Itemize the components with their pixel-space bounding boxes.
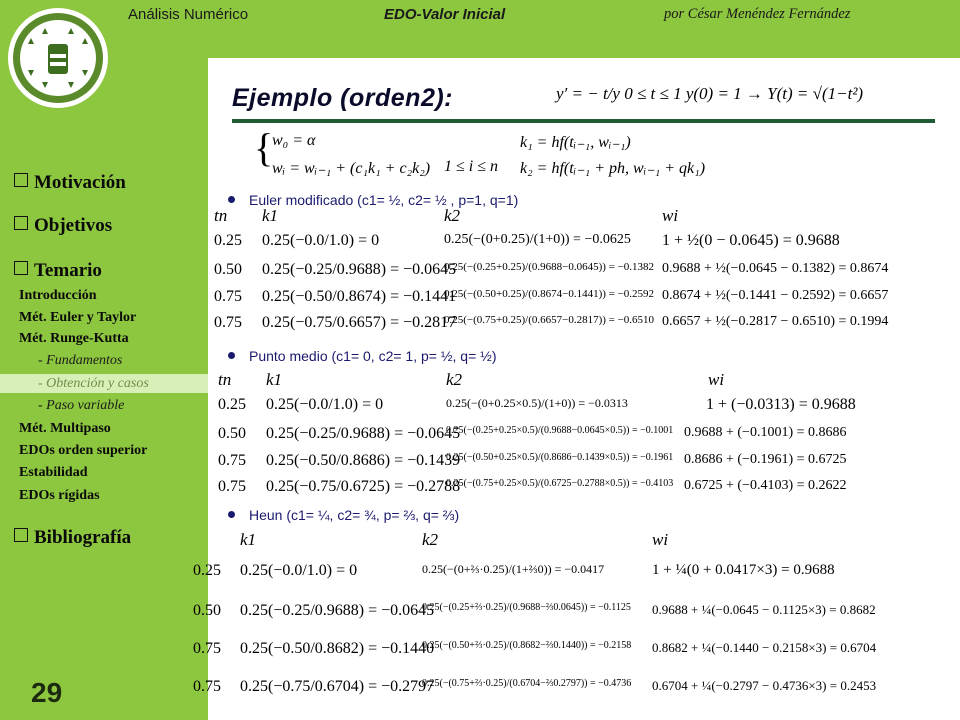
nav-edos-orden[interactable]: EDOs orden superior	[19, 443, 148, 458]
nav-temario[interactable]	[14, 260, 102, 282]
nav-label: Bibliografía	[34, 527, 132, 548]
section-heun-label	[228, 507, 459, 523]
header-k2: k2	[444, 206, 461, 225]
slide-title: Ejemplo (orden2):	[232, 84, 454, 112]
nav-motivacion[interactable]	[14, 172, 126, 194]
table-row-t: 0.75	[193, 640, 221, 657]
checkbox-icon	[14, 173, 28, 187]
university-seal-icon	[4, 4, 112, 112]
table-row-w: 0.8682 + ¼(−0.1440 − 0.2158×3) = 0.6704	[652, 640, 877, 655]
table-row-w: 1 + ½(0 − 0.0645) = 0.9688	[662, 232, 840, 249]
table-row-k2: 0.25(−(0.25+0.25)/(0.9688−0.0645)) = −0.1382	[444, 261, 655, 273]
nav-paso-variable[interactable]: - Paso variable	[38, 398, 125, 413]
checkbox-icon	[14, 528, 28, 542]
nav-objetivos[interactable]	[14, 215, 112, 237]
table-row-w: 0.8686 + (−0.1961) = 0.6725	[684, 452, 847, 467]
nav-multipaso[interactable]: Mét. Multipaso	[19, 421, 111, 436]
problem-equation	[556, 84, 863, 104]
table-row-k2: 0.25(−(0.50+⅔·0.25)/(0.8682−⅔0.1440)) = −0.2158	[422, 640, 632, 651]
table-row-t: 0.25	[214, 232, 242, 249]
nav-runge-kutta[interactable]: Mét. Runge-Kutta	[19, 331, 129, 346]
bullet-icon	[228, 511, 235, 518]
table-row-t: 0.75	[193, 678, 221, 695]
nav-label: Motivación	[34, 172, 126, 193]
nav-estabilidad[interactable]: Estabilidad	[19, 465, 88, 480]
scheme-wi: wᵢ = wᵢ₋₁ + (c₁k₁ + c₂k₂)	[272, 160, 431, 177]
table-row-k2: 0.25(−(0.50+0.25×0.5)/(0.8686−0.1439×0.5)) = −0.1961	[446, 452, 674, 463]
table-row-t: 0.75	[214, 314, 242, 331]
table-row-t: 0.75	[214, 288, 242, 305]
title-rule	[232, 119, 935, 123]
header-k1: k1	[266, 370, 283, 389]
table-row-k2: 0.25(−(0.75+0.25)/(0.6657−0.2817)) = −0.6510	[444, 314, 655, 326]
open-box-icon	[14, 261, 28, 275]
header-tn: tn	[218, 370, 232, 389]
table-row-w: 0.6657 + ½(−0.2817 − 0.6510) = 0.1994	[662, 314, 889, 329]
nav-fundamentos[interactable]: - Fundamentos	[38, 353, 123, 368]
table-row-t: 0.25	[218, 396, 246, 413]
table-row-k1: 0.25(−0.50/0.8686) = −0.1439	[266, 452, 461, 469]
table-row-k1: 0.25(−0.25/0.9688) = −0.0645	[266, 425, 461, 442]
table-row-w: 1 + ¼(0 + 0.0417×3) = 0.9688	[652, 562, 835, 578]
table-row-k2: 0.25(−(0.25+⅔·0.25)/(0.9688−⅔0.0645)) = −0.1125	[422, 602, 631, 613]
checkbox-icon	[14, 216, 28, 230]
header-tn: tn	[214, 206, 228, 225]
table-row-w: 0.9688 + (−0.1001) = 0.8686	[684, 425, 847, 440]
section-label: Punto medio (c1= 0, c2= 1, p= ½, q= ½)	[249, 348, 497, 364]
table-row-w: 0.9688 + ½(−0.0645 − 0.1382) = 0.8674	[662, 261, 889, 276]
slide-number: 29	[31, 677, 63, 708]
problem-text: y′ = − t/y 0 ≤ t ≤ 1 y(0) = 1 → Y(t) = √(1−t²)	[556, 84, 864, 103]
scheme-w0: w₀ = α	[272, 132, 316, 149]
section-label: Heun (c1= ¼, c2= ¾, p= ⅔, q= ⅔)	[249, 507, 460, 523]
scheme-range: 1 ≤ i ≤ n	[444, 158, 499, 175]
header-wi: wi	[652, 530, 669, 549]
scheme-brace: {	[254, 125, 274, 170]
table-row-k1: 0.25(−0.25/0.9688) = −0.0645	[262, 261, 457, 278]
table-row-w: 0.8674 + ½(−0.1441 − 0.2592) = 0.6657	[662, 288, 889, 303]
scheme-k1: k₁ = hf(tᵢ₋₁, wᵢ₋₁)	[520, 134, 631, 151]
table-row-w: 1 + (−0.0313) = 0.9688	[706, 396, 856, 413]
nav-obtencion[interactable]: - Obtención y casos	[38, 376, 149, 391]
table-row-t: 0.50	[218, 425, 246, 442]
table-row-t: 0.75	[218, 452, 246, 469]
table-row-k2: 0.25(−(0.75+⅔·0.25)/(0.6704−⅔0.2797)) = −0.4736	[422, 678, 632, 689]
table-row-k1: 0.25(−0.25/0.9688) = −0.0645	[240, 602, 435, 619]
nav-label: Temario	[34, 260, 102, 281]
scheme-k2: k₂ = hf(tᵢ₋₁ + ph, wᵢ₋₁ + qk₁)	[520, 160, 706, 177]
table-row-k1: 0.25(−0.0/1.0) = 0	[262, 232, 380, 249]
bullet-icon	[228, 196, 235, 203]
nav-bibliografia[interactable]	[14, 527, 131, 549]
table-row-k2: 0.25(−(0+⅔·0.25)/(1+⅔0)) = −0.0417	[422, 562, 605, 576]
header-k1: k1	[262, 206, 279, 225]
table-row-t: 0.75	[218, 478, 246, 495]
table-row-t: 0.25	[193, 562, 221, 579]
header-k2: k2	[446, 370, 463, 389]
section-midpoint-label	[228, 348, 497, 364]
bullet-icon	[228, 352, 235, 359]
course-name: Análisis Numérico	[128, 6, 249, 23]
table-row-t: 0.50	[193, 602, 221, 619]
table-row-w: 0.9688 + ¼(−0.0645 − 0.1125×3) = 0.8682	[652, 602, 876, 617]
topic-name: EDO-Valor Inicial	[384, 6, 506, 23]
table-row-k2: 0.25(−(0.50+0.25)/(0.8674−0.1441)) = −0.2592	[444, 288, 655, 300]
table-row-t: 0.50	[214, 261, 242, 278]
header-k2: k2	[422, 530, 439, 549]
table-row-k2: 0.25(−(0+0.25×0.5)/(1+0)) = −0.0313	[446, 396, 628, 410]
author-name: por César Menéndez Fernández	[664, 6, 851, 22]
table-row-k2: 0.25(−(0+0.25)/(1+0)) = −0.0625	[444, 232, 631, 247]
table-row-k2: 0.25(−(0.75+0.25×0.5)/(0.6725−0.2788×0.5)) = −0.4103	[446, 478, 674, 489]
header-wi: wi	[662, 206, 679, 225]
table-row-k1: 0.25(−0.75/0.6704) = −0.2797	[240, 678, 435, 695]
table-row-k1: 0.25(−0.0/1.0) = 0	[240, 562, 358, 579]
table-row-w: 0.6704 + ¼(−0.2797 − 0.4736×3) = 0.2453	[652, 678, 877, 693]
table-row-k1: 0.25(−0.0/1.0) = 0	[266, 396, 384, 413]
nav-euler-taylor[interactable]: Mét. Euler y Taylor	[19, 310, 137, 325]
nav-label: Objetivos	[34, 215, 113, 236]
table-row-k1: 0.25(−0.75/0.6657) = −0.2817	[262, 314, 457, 331]
section-label: Euler modificado (c1= ½, c2= ½ , p=1, q=1)	[249, 192, 519, 208]
header-wi: wi	[708, 370, 725, 389]
table-row-w: 0.6725 + (−0.4103) = 0.2622	[684, 478, 847, 493]
table-row-k1: 0.25(−0.50/0.8674) = −0.1441	[262, 288, 457, 305]
nav-introduccion[interactable]: Introducción	[19, 288, 97, 303]
table-row-k1: 0.25(−0.50/0.8682) = −0.1440	[240, 640, 435, 657]
table-row-k1: 0.25(−0.75/0.6725) = −0.2788	[266, 478, 461, 495]
header-k1: k1	[240, 530, 257, 549]
nav-edos-rigidas[interactable]: EDOs rígidas	[19, 488, 100, 503]
table-row-k2: 0.25(−(0.25+0.25×0.5)/(0.9688−0.0645×0.5)) = −0.1001	[446, 425, 674, 436]
